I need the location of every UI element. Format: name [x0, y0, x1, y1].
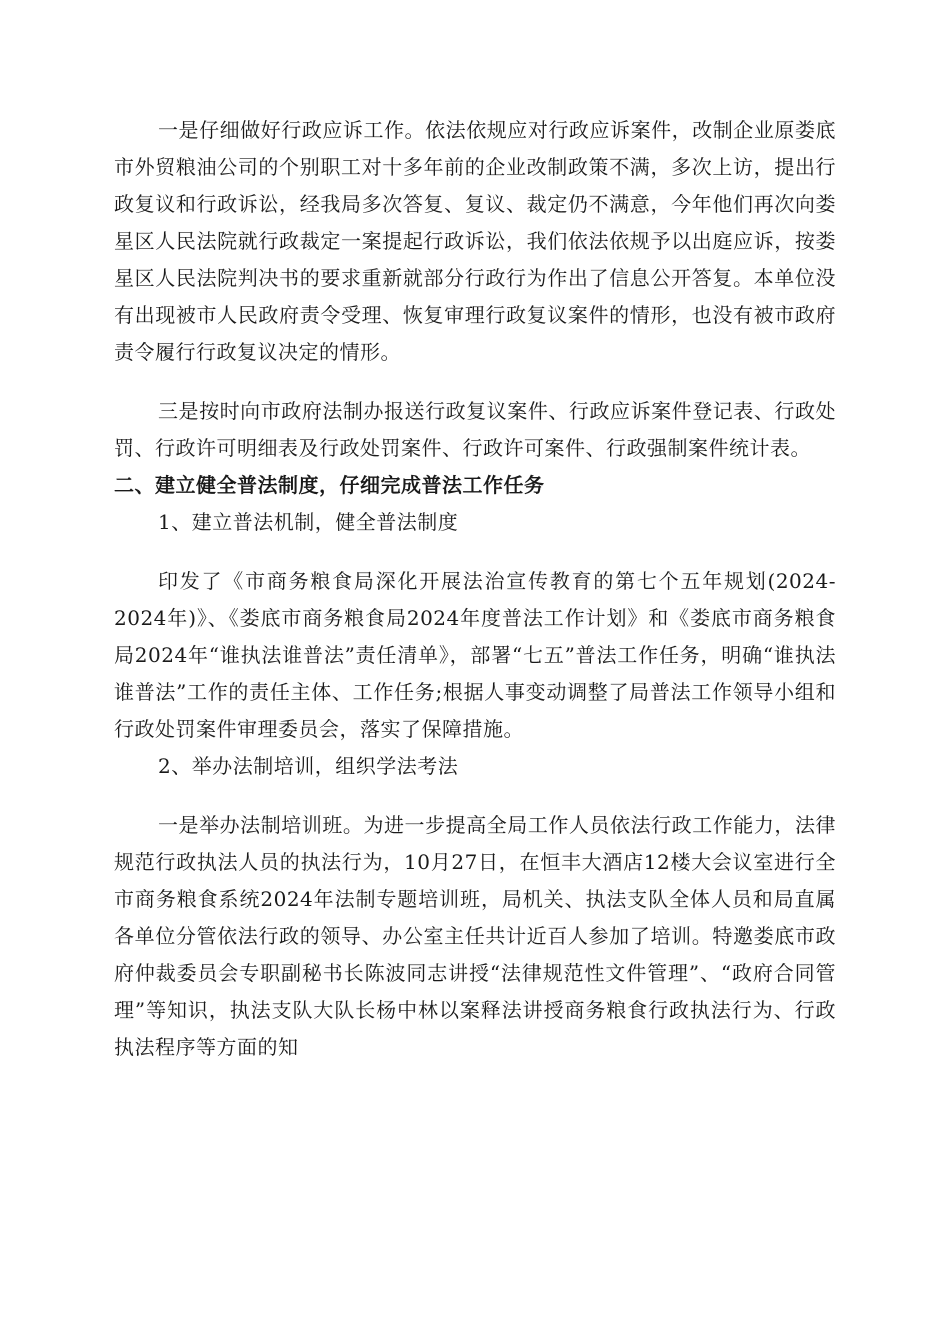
paragraph-legal-plan: 印发了《市商务粮食局深化开展法治宣传教育的第七个五年规划(2024-2024年)》、《娄底市商务粮食局2024年度普法工作计划》和《娄底市商务粮食局2024年“谁执法谁普法”责任清单》，部署“七五”普法工作任务，明确“谁执法谁普法”工作的责任主体、工作任务;根据人事变动调整了局普法工作领导小组和行政处罚案件审理委员会，落实了保障措施。 [114, 569, 836, 741]
paragraph-training-class: 一是举办法制培训班。为进一步提高全局工作人员依法行政工作能力，法律规范行政执法人员的执法行为，10月27日，在恒丰大酒店12楼大会议室进行全市商务粮食系统2024年法制专题培训班，局机关、执法支队全体人员和局直属各单位分管依法行政的领导、办公室主任共计近百人参加了培训。特邀娄底市政府仲裁委员会专职副秘书长陈波同志讲授“法律规范性文件管理”、“政府合同管理”等知识，执法支队大队长杨中林以案释法讲授商务粮食行政执法行为、行政执法程序等方面的知 [114, 813, 836, 1059]
document-page [114, 112, 836, 1066]
section-heading-legal-education: 二、建立健全普法制度，仔细完成普法工作任务 [114, 473, 545, 497]
paragraph-reporting-statistics: 三是按时向市政府法制办报送行政复议案件、行政应诉案件登记表、行政处罚、行政许可明细表及行政处罚案件、行政许可案件、行政强制案件统计表。 [114, 399, 836, 460]
subheading-legal-training: 2、举办法制培训，组织学法考法 [158, 754, 459, 778]
paragraph-administrative-litigation: 一是仔细做好行政应诉工作。依法依规应对行政应诉案件，改制企业原娄底市外贸粮油公司的个别职工对十多年前的企业改制政策不满，多次上访，提出行政复议和行政诉讼，经我局多次答复、复议、裁定仍不满意，今年他们再次向娄星区人民法院就行政裁定一案提起行政诉讼，我们依法依规予以出庭应诉，按娄星区人民法院判决书的要求重新就部分行政行为作出了信息公开答复。本单位没有出现被市人民政府责令受理、恢复审理行政复议案件的情形，也没有被市政府责令履行行政复议决定的情形。 [114, 118, 836, 364]
subheading-legal-mechanism: 1、建立普法机制，健全普法制度 [158, 510, 459, 534]
